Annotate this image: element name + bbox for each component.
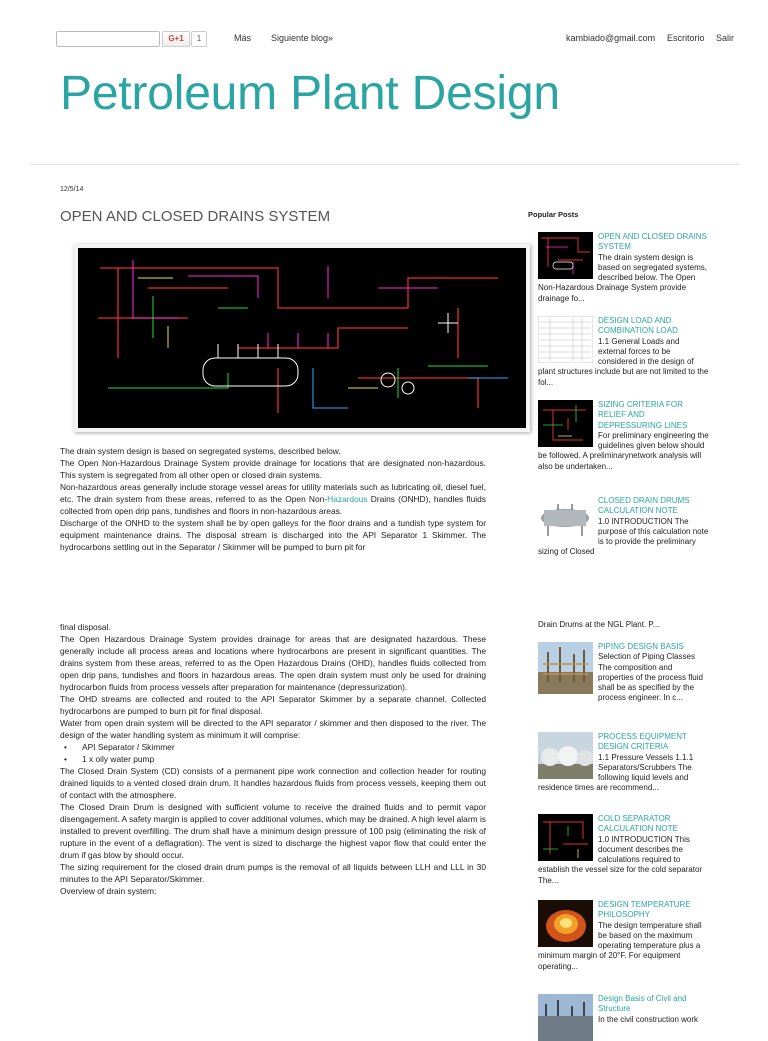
hazardous-keyword-link[interactable]: Hazardous (327, 494, 368, 504)
cad-drawing-image (78, 248, 526, 428)
popular-posts-title: Popular Posts (528, 210, 579, 219)
gplus-count: 1 (191, 31, 207, 47)
post-title[interactable]: OPEN AND CLOSED DRAINS SYSTEM (60, 208, 331, 225)
popular-post-title[interactable]: PROCESS EQUIPMENT DESIGN CRITERIA (598, 732, 687, 752)
popular-post-snippet: Selection of Piping Classes The composition and properties of the process fluid shall be as specified by the process engineer. In c... (598, 652, 703, 703)
account-email[interactable]: kambiado@gmail.com (566, 33, 656, 43)
post-paragraph: Discharge of the ONHD to the system shall be by open galleys for the floor drains and a tundish type system for equipment maintenance drains. The disposal stream is discharged into the API Separator 1 Skimmer. The hydrocarbons settling out in the Separator / Skimmer will be pumped to burn pit for (60, 518, 486, 552)
popular-post-item[interactable] (538, 642, 710, 732)
blog-title[interactable]: Petroleum Plant Design (60, 67, 560, 120)
post-thumbnail[interactable] (538, 814, 593, 861)
popular-post-item[interactable] (538, 400, 710, 496)
blogger-navbar (0, 0, 768, 62)
more-link[interactable]: Más (234, 33, 252, 43)
post-paragraph: The Closed Drain Drum is designed with sufficient volume to receive the drained fluids and to permit vapor disengagement. A safety margin is applied to cover additional volumes, which may be drained. A high level alarm is installed to prevent overfilling. The drum shall have a minimum design pressure of 100 psig (eliminating the risk of rupture in the event of a deflagration). The vent is sized to discharge the highest vapor flow that could enter the drum if gas blow by should occur. (60, 802, 486, 860)
popular-post-title[interactable]: COLD SEPARATOR CALCULATION NOTE (598, 814, 678, 834)
post-date: 12/5/14 (60, 186, 84, 193)
popular-post-snippet: 1.1 General Loads and external forces to be considered in the design of plant structures include but are not limited to the fol... (538, 336, 709, 387)
post-text: Non-hazardous areas generally include storage vessel areas for utility materials such as lubricating oil, diesel fuel, etc. The drain system from these areas, referred to as the Open Non- (60, 482, 486, 504)
dashboard-link[interactable]: Escritorio (667, 33, 705, 43)
post-paragraph: Water from open drain system will be directed to the API separator / skimmer and then disposed to the river. The design of the water handling system as minimum it will comprise: (60, 718, 486, 740)
post-paragraph: The sizing requirement for the closed drain drum pumps is the removal of all liquids between LLH and LLL in 30 minutes to the API Separator/Skimmer. (60, 862, 486, 884)
popular-post-title[interactable]: Design Basis of Civil and Structure (598, 994, 687, 1014)
post-paragraph (60, 481, 486, 517)
popular-post-snippet: 1.0 INTRODUCTION The purpose of this calculation note is to provide the preliminary sizing of Closed (538, 516, 709, 557)
popular-post-title[interactable]: SIZING CRITERIA FOR RELIEF AND DEPRESSURING LINES (598, 400, 688, 430)
post-thumbnail[interactable] (538, 316, 593, 363)
popular-post-item[interactable] (538, 496, 710, 558)
popular-posts-list-page-1 (538, 232, 710, 564)
post-paragraph: The Open Hazardous Drainage System provides drainage for areas that are designated hazardous. These generally include all process areas and locations where hydrocarbons are present in significant quantities. The drains system from these areas, referred to as the Open Hazardous Drains (OHD), handles fluids collected from open drip pans, tundishes and floors in hazardous areas. The open drain system must only be used for draining hydrocarbon fluids from process vessels after preparation for maintenance (depressurization). (60, 634, 486, 692)
popular-post-snippet: The drain system design is based on segregated systems, described below. The Open Non-Hazardous Drainage System provide drainage fo... (538, 252, 707, 303)
page-break-gap (0, 566, 768, 618)
popular-post-title[interactable]: OPEN AND CLOSED DRAINS SYSTEM (598, 232, 707, 252)
post-thumbnail[interactable] (538, 642, 593, 694)
popular-post-item[interactable] (538, 814, 710, 900)
post-thumbnail[interactable] (538, 232, 593, 279)
post-paragraph: final disposal. (60, 622, 111, 632)
popular-post-snippet-continued: Drain Drums at the NGL Plant. P... (538, 620, 660, 629)
post-paragraph: The OHD streams are collected and routed to the API Separator Skimmer by a separate channel. Collected hydrocarbons are pumped to burn pit for final disposal. (60, 694, 486, 716)
popular-post-snippet: In the civil construction work (598, 1014, 699, 1024)
post-thumbnail[interactable] (538, 994, 593, 1041)
popular-post-item[interactable] (538, 994, 710, 1025)
popular-post-title[interactable]: DESIGN LOAD AND COMBINATION LOAD (598, 316, 678, 336)
popular-post-snippet: 1.0 INTRODUCTION This document describes the calculations required to establish the vessel size for the cold separator The... (538, 834, 703, 885)
signout-link[interactable]: Salir (716, 33, 735, 43)
bullet-item: • API Separator / Skimmer (60, 741, 486, 753)
popular-post-title[interactable]: CLOSED DRAIN DRUMS CALCULATION NOTE (598, 496, 690, 516)
gplus-button[interactable]: G+1 (162, 31, 190, 47)
post-body-page-2 (60, 621, 486, 897)
popular-post-item[interactable] (538, 316, 710, 400)
popular-posts-list-page-2 (538, 620, 710, 1041)
post-thumbnail[interactable] (538, 496, 593, 543)
post-paragraph: The drain system design is based on segregated systems, described below. (60, 446, 341, 456)
popular-post-snippet: 1.1 Pressure Vessels 1.1.1 Separators/Scrubbers The following liquid levels and residence times are recommend... (538, 752, 694, 793)
post-paragraph: Overview of drain system: (60, 886, 157, 896)
post-body-page-1 (60, 445, 486, 565)
drain-system-drawing[interactable] (74, 244, 530, 432)
popular-post-item[interactable] (538, 732, 710, 814)
header-divider (30, 164, 740, 165)
post-thumbnail[interactable] (538, 900, 593, 947)
search-input[interactable] (56, 31, 160, 47)
post-paragraph: The Open Non-Hazardous Drainage System provide drainage for locations that are designated non-hazardous. This system is segregated from all other open or closed drain systems. (60, 458, 486, 480)
popular-post-snippet: The design temperature shall be based on the maximum operating temperature plus a minimum margin of 20°F. For equipment operating... (538, 920, 702, 971)
popular-post-title[interactable]: PIPING DESIGN BASIS (598, 642, 684, 651)
post-text: Drains (ONHD), handles fluids collected from open drip pans, tundishes and floors in non-hazardous areas. (60, 494, 486, 516)
popular-post-item[interactable] (538, 232, 710, 316)
post-paragraph: The Closed Drain System (CD) consists of a permanent pipe work connection and collection header for routing drained liquids to a vented closed drain drum. It handles hazardous fluids from process vessels, keeping them out of contact with the atmosphere. (60, 766, 486, 800)
next-blog-link[interactable]: Siguiente blog» (271, 33, 334, 43)
post-thumbnail[interactable] (538, 732, 593, 779)
popular-post-item[interactable] (538, 900, 710, 994)
popular-post-title[interactable]: DESIGN TEMPERATURE PHILOSOPHY (598, 900, 691, 920)
bullet-item: • 1 x oily water pump (60, 753, 486, 765)
post-thumbnail[interactable] (538, 400, 593, 447)
popular-post-snippet: For preliminary engineering the guidelines given below should be followed. A preliminarynetwork analysis will also be undertaken... (538, 430, 709, 471)
